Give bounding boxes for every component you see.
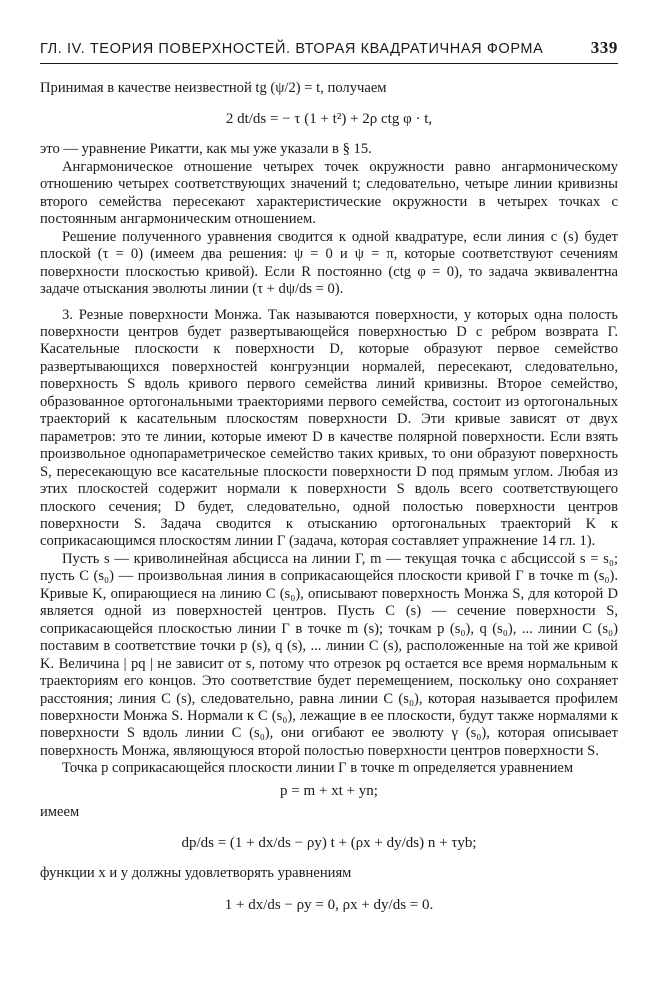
paragraph: Пусть s — криволинейная абсцисса на линии Γ, m — текущая точка с абсциссой s = s₀; пусть C (s₀) — произвольная линия в соприкасающейся плоскости кривой Γ в точке m (s₀). Кривые K, опирающиеся на линию C (s₀), описывают поверхность Монжа S, для которой D является одной из поверхностей центров. Пусть C (s) — сечение поверхности S, соприкасающейся плоскостью линии Γ в точке m (s); точкам p (s₀), q (s₀), ... линии C (s₀) поставим в соответствие точки p (s), q (s), ... линии C (s), расположенные на той же кривой K. Величина | pq | не зависит от s, потому что отрезок pq остается все время нормальным к траекториям его концов. Это соответствие будет перемещением, поскольку оно сохраняет расстояния; линия C (s), следовательно, равна линии C (s₀), которая называется профилем поверхности Монжа S. Нормали к C (s₀), лежащие в ее плоскости, будут также нормалями к поверхности S вдоль линии C (s₀), они огибают ее эволюту γ (s₀), которая описывает поверхность Монжа, являющуюся второй полостью поверхности центров поверхности S. (40, 550, 618, 759)
paragraph: Ангармоническое отношение четырех точек окружности равно ангармоническому отношению четырех соответствующих значений t; следовательно, четыре линии кривизны второго семейства пересекают характеристические окружности в четырех точках с постоянным ангармоническим отношением. (40, 158, 618, 228)
paragraph: это — уравнение Рикатти, как мы уже указали в § 15. (40, 141, 372, 158)
equation-system: 1 + dx/ds − ρy = 0, ρx + dy/ds = 0. (224, 896, 434, 913)
paragraph: Принимая в качестве неизвестной tg (ψ/2) = t, получаем (40, 80, 387, 96)
equation-riccati: 2 dt/ds = − τ (1 + t²) + 2ρ ctg φ · t, (225, 111, 433, 128)
paragraph: функции x и y должны удовлетворять уравнениям (40, 865, 352, 882)
chapter-title: ГЛ. IV. ТЕОРИЯ ПОВЕРХНОСТЕЙ. ВТОРАЯ КВАДРАТИЧНАЯ ФОРМА (40, 41, 544, 57)
running-header (40, 38, 618, 64)
book-page (40, 38, 618, 927)
page-number: 339 (590, 38, 618, 57)
equation-derivative: dp/ds = (1 + dx/ds − ρy) t + (ρx + dy/ds) n + τyb; (181, 835, 477, 852)
paragraph: Решение полученного уравнения сводится к одной квадратуре, если линия c (s) будет плоской (τ = 0) (имеем два решения: ψ = 0 и ψ = π, которые соответствуют сечениям поверхности плоскостью кривой). Если R постоянно (ctg φ = 0), то задача эквивалентна задаче отыскания эволюты линии (τ + dψ/ds = 0). (40, 228, 618, 298)
section-paragraph: 3. Резные поверхности Монжа. Так называются поверхности, у которых одна полость поверхности центров будет развертывающейся поверхностью D с ребром возврата Γ. Касательные плоскости к поверхности D, которые образуют первое семейство развертывающихся поверхностей конгруэнции нормалей, пересекают, следовательно, поверхность S вдоль кривого первого семейства линий кривизны. Второе семейство, образованное ортогональными траекториями первого семейства, состоит из ортогональных траекторий к касательным плоскостям поверхности D. Эти кривые зависят от двух параметров: это те линии, которые имеют D в качестве полярной поверхности. Если взять произвольное однопараметрическое семейство таких кривых, то они образуют поверхность S, пересекающую все касательные плоскости поверхности D под прямым углом. Любая из этих плоскостей содержит нормали к поверхности S вдоль всего соответствующего плоского сечения; D будет, следовательно, одной полостью поверхности центров поверхности S. Задача сводится к отысканию ортогональных траекторий K к соприкасающимся плоскостям линии Γ (задача, которая составляет упражнение 14 гл. 1). (40, 306, 618, 550)
paragraph: имеем (40, 803, 80, 820)
equation-point: p = m + xt + yn; (280, 782, 378, 799)
paragraph: Точка p соприкасающейся плоскости линии Γ в точке m определяется уравнением (62, 760, 574, 777)
